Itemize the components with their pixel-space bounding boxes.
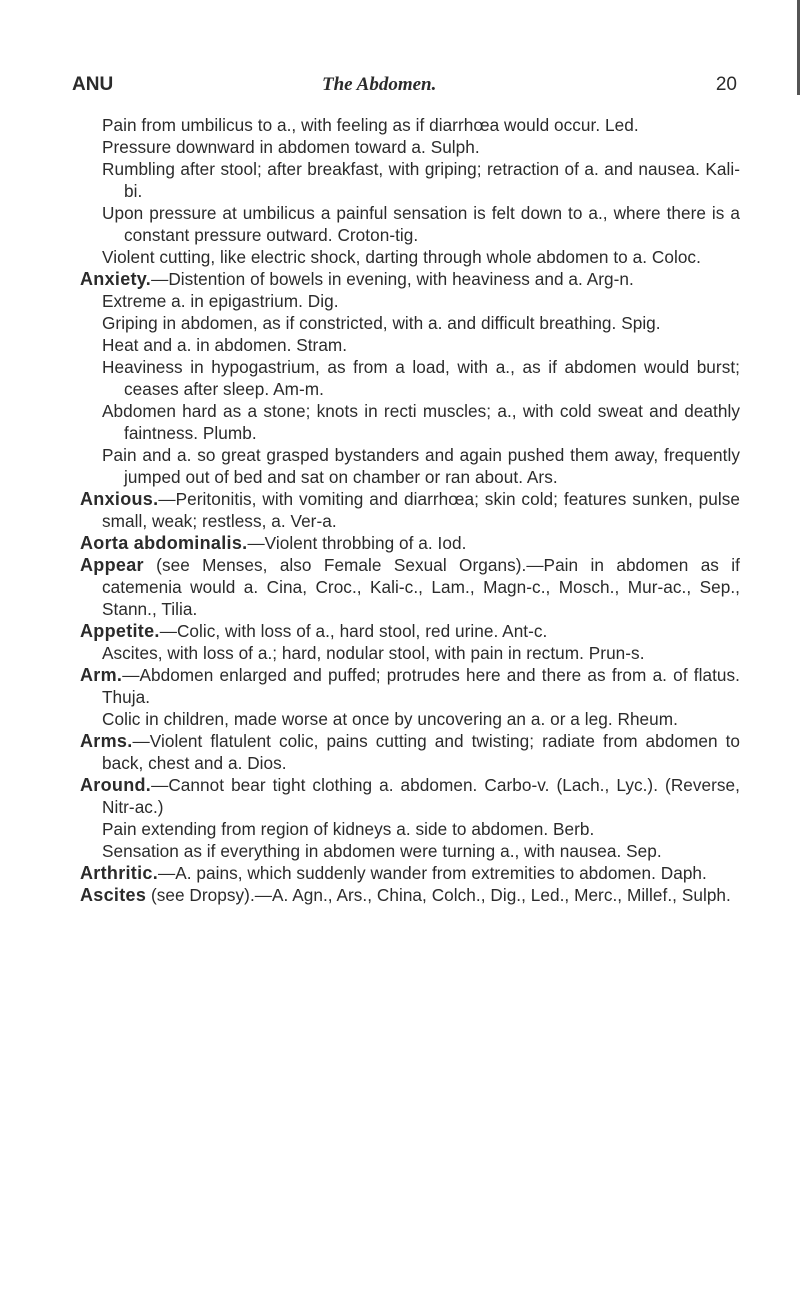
entry-text: Heat and a. in abdomen. Stram.	[102, 335, 348, 355]
entry-text: Sensation as if everything in abdomen were turning a., with nausea. Sep.	[102, 841, 662, 861]
entry	[102, 202, 740, 246]
entry-text: Pressure downward in abdomen toward a. Sulph.	[102, 137, 480, 157]
running-header	[72, 74, 737, 98]
page-edge	[783, 0, 800, 95]
rubric: Arms.	[80, 731, 133, 751]
entry	[80, 268, 740, 290]
entry	[102, 158, 740, 202]
entry	[102, 334, 740, 356]
entry	[102, 312, 740, 334]
entry	[80, 774, 740, 818]
entry	[80, 730, 740, 774]
entry-text: —Colic, with loss of a., hard stool, red urine. Ant-c.	[159, 621, 548, 641]
entry	[102, 136, 740, 158]
rubric: Aorta abdominalis.	[80, 533, 248, 553]
entry-text: Violent cutting, like electric shock, darting through whole abdomen to a. Coloc.	[102, 247, 701, 267]
entry-text: —Distention of bowels in evening, with heaviness and a. Arg-n.	[151, 269, 634, 289]
entry	[80, 862, 740, 884]
entry-text: Heaviness in hypogastrium, as from a load, with a., as if abdomen would burst; ceases after sleep. Am-m.	[102, 357, 740, 399]
entry	[80, 884, 740, 906]
entry-text: Colic in children, made worse at once by uncovering an a. or a leg. Rheum.	[102, 709, 678, 729]
entry-text: Griping in abdomen, as if constricted, with a. and difficult breathing. Spig.	[102, 313, 661, 333]
entry	[80, 620, 740, 642]
entry-text: Pain and a. so great grasped bystanders and again pushed them away, frequently jumped out of bed and sat on chamber or ran about. Ars.	[102, 445, 740, 487]
entry-text: Extreme a. in epigastrium. Dig.	[102, 291, 339, 311]
entry	[102, 818, 740, 840]
rubric: Arm.	[80, 665, 123, 685]
entry	[80, 554, 740, 620]
page-number: 20	[715, 74, 737, 95]
entry-text: Pain from umbilicus to a., with feeling as if diarrhœa would occur. Led.	[102, 115, 639, 135]
entry-text: —Cannot bear tight clothing a. abdomen. Carbo-v. (Lach., Lyc.). (Reverse, Nitr-ac.)	[102, 775, 740, 817]
entry-text: Pain extending from region of kidneys a. side to abdomen. Berb.	[102, 819, 595, 839]
header-title: The Abdomen.	[322, 74, 437, 95]
entry-text: Ascites, with loss of a.; hard, nodular stool, with pain in rectum. Prun-s.	[102, 643, 645, 663]
rubric: Anxiety.	[80, 269, 152, 289]
entry	[102, 708, 740, 730]
entry	[102, 356, 740, 400]
rubric: Arthritic.	[80, 863, 159, 883]
entry-text: (see Menses, also Female Sexual Organs).—Pain in abdomen as if catemenia would a. Cina, Croc., Kali-c., Lam., Magn-c., Mosch., Mur-ac., Sep., Stann., Tilia.	[102, 555, 740, 619]
entry-text: —Abdomen enlarged and puffed; protrudes here and there as from a. of flatus. Thuja.	[102, 665, 740, 707]
rubric: Appetite.	[80, 621, 160, 641]
rubric: Appear	[80, 555, 144, 575]
rubric: Around.	[80, 775, 152, 795]
entry-text: —A. pains, which suddenly wander from extremities to abdomen. Daph.	[158, 863, 707, 883]
entry	[102, 246, 740, 268]
entry	[102, 444, 740, 488]
entry	[80, 488, 740, 532]
entry-text: Upon pressure at umbilicus a painful sensation is felt down to a., where there is a constant pressure outward. Croton-tig.	[102, 203, 740, 245]
entry	[80, 532, 740, 554]
entry-text: (see Dropsy).—A. Agn., Ars., China, Colch., Dig., Led., Merc., Millef., Sulph.	[146, 885, 731, 905]
entry-list	[80, 114, 740, 906]
entry-text: —Violent flatulent colic, pains cutting and twisting; radiate from abdomen to back, chest and a. Dios.	[102, 731, 740, 773]
rubric: Ascites	[80, 885, 147, 905]
entry-text: —Peritonitis, with vomiting and diarrhœa; skin cold; features sunken, pulse small, weak; restless, a. Ver-a.	[102, 489, 740, 531]
entry	[102, 290, 740, 312]
entry	[80, 664, 740, 708]
entry	[102, 840, 740, 862]
rubric: Anxious.	[80, 489, 159, 509]
entry	[102, 114, 740, 136]
entry-text: Rumbling after stool; after breakfast, with griping; retraction of a. and nausea. Kali-bi.	[102, 159, 740, 201]
entry-text: —Violent throbbing of a. Iod.	[247, 533, 467, 553]
entry	[102, 642, 740, 664]
header-keyword: ANU	[72, 74, 114, 95]
entry	[102, 400, 740, 444]
entry-text: Abdomen hard as a stone; knots in recti muscles; a., with cold sweat and deathly faintness. Plumb.	[102, 401, 740, 443]
